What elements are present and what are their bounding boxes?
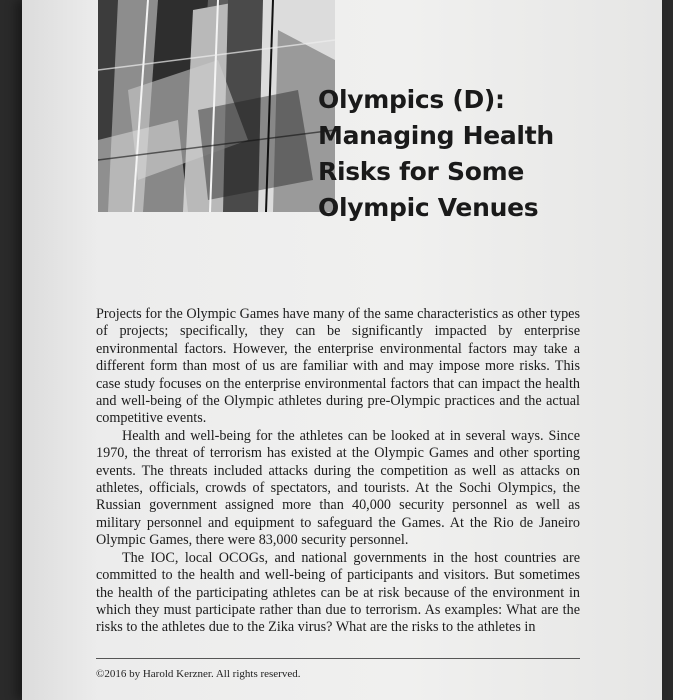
cover-photo bbox=[98, 0, 335, 212]
title-line: Risks for Some bbox=[318, 157, 524, 186]
title-line: Managing Health bbox=[318, 121, 554, 150]
footer-divider bbox=[96, 658, 580, 659]
paragraph: Projects for the Olympic Games have many of the same characteristics as other types of projects; specifically, they can be significantly impacted by enterprise environmental factors. However, the enterprise environmental factors may take a different form than most of us are familiar with and may impose more risks. This case study focuses on the enterprise environmental factors that can impact the health and well-being of the Olympic athletes during pre-Olympic practices and the actual competitive events. bbox=[96, 306, 580, 427]
paragraph: Health and well-being for the athletes can be looked at in several ways. Since 1970, the threat of terrorism has existed at the Olympic Games and other sporting events. The threats included attacks during the competition as well as attacks on athletes, officials, crowds of spectators, and tourists. At the Sochi Olympics, the Russian government assigned more than 40,000 security personnel as well as military personnel and equipment to safeguard the Games. At the Rio de Janeiro Olympic Games, there were 83,000 security personnel. bbox=[96, 427, 580, 549]
copyright-footer: ©2016 by Harold Kerzner. All rights reserved. bbox=[96, 668, 301, 680]
title-line: Olympic Venues bbox=[318, 193, 539, 222]
paragraph: The IOC, local OCOGs, and national governments in the host countries are committed to the health and well-being of participants and visitors. But sometimes the health of the participating athletes can be at risk because of the environment in which they must participate rather than due to terrorism. As examples: What are the risks to the athletes due to the Zika virus? What are the risks to the athletes in bbox=[96, 549, 580, 636]
document-title bbox=[318, 82, 638, 226]
body-text bbox=[96, 306, 580, 637]
document-page bbox=[22, 0, 662, 700]
title-line: Olympics (D): bbox=[318, 85, 505, 114]
